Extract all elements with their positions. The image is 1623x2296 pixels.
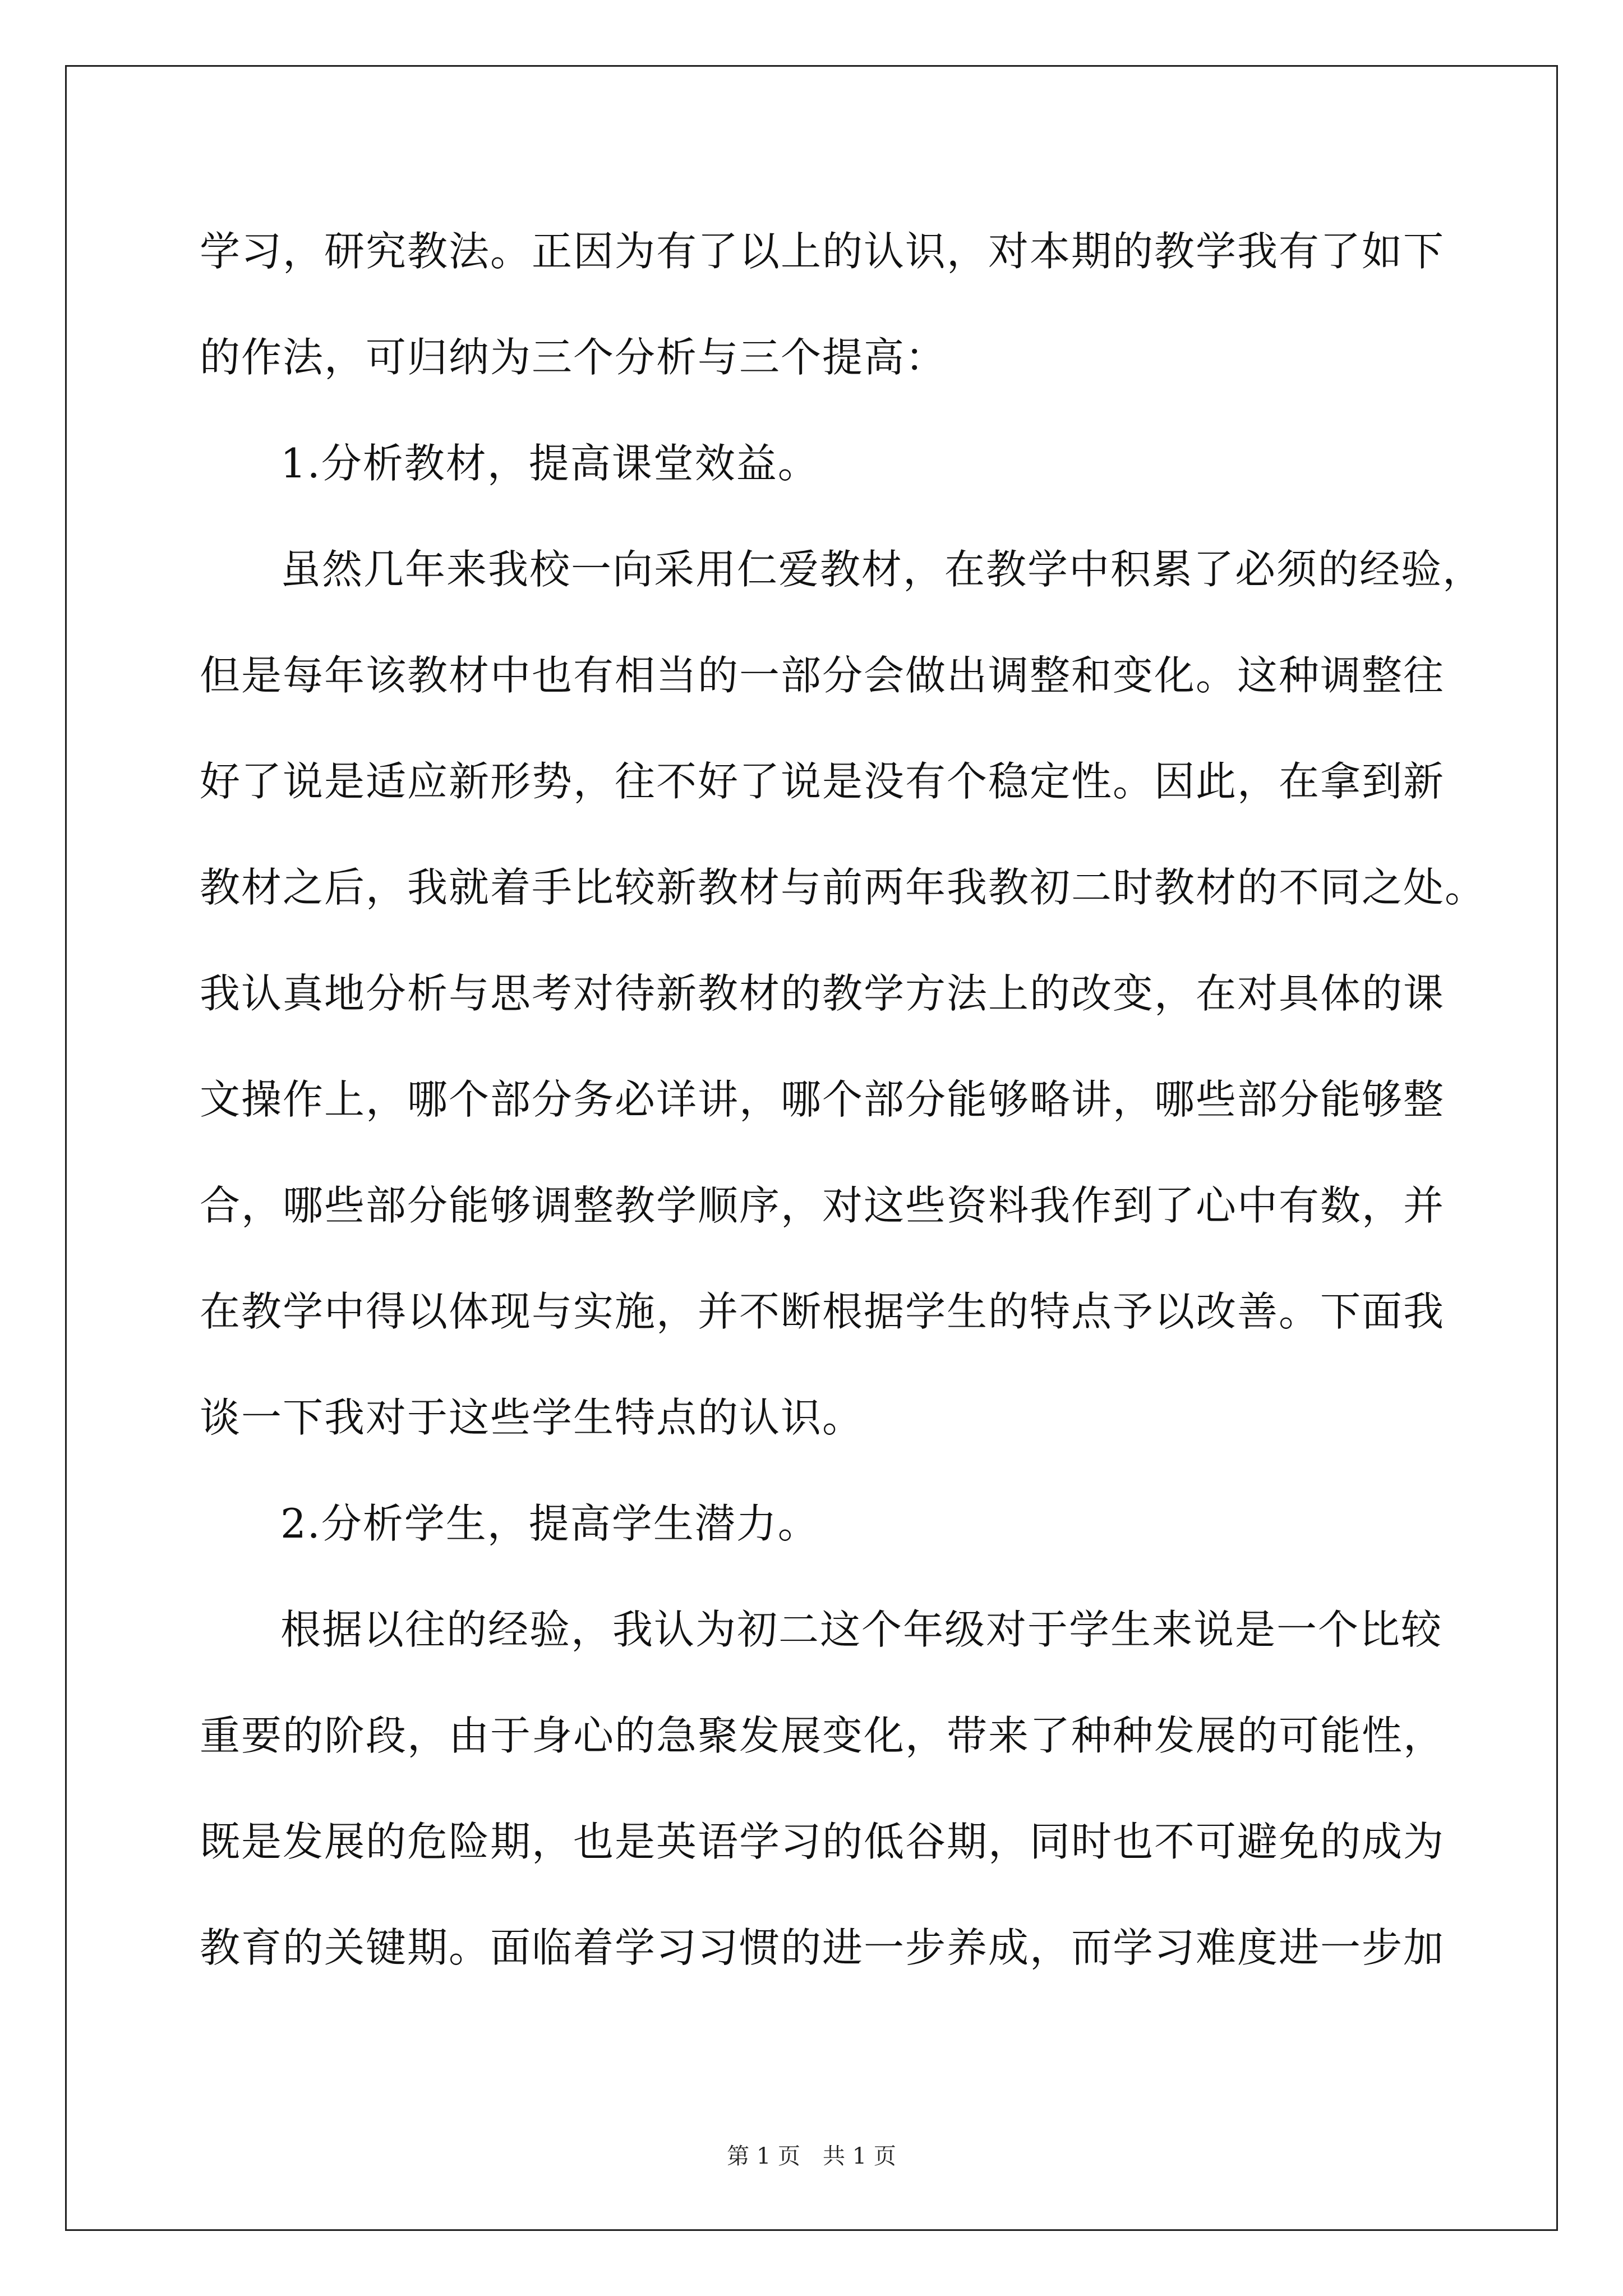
text-line: 既是发展的危险期，也是英语学习的低谷期，同时也不可避免的成为 [200, 1818, 1445, 1865]
text-line: 在教学中得以体现与实施，并不断根据学生的特点予以改善。下面我 [200, 1288, 1445, 1335]
text-line: 合，哪些部分能够调整教学顺序，对这些资料我作到了心中有数，并 [200, 1182, 1445, 1229]
text-line: 文操作上，哪个部分务必详讲，哪个部分能够略讲，哪些部分能够整 [200, 1076, 1445, 1123]
text-line: 谈一下我对于这些学生特点的认识。 [200, 1394, 864, 1441]
section-heading: 2.分析学生，提高学生潜力。 [280, 1500, 819, 1547]
text-line: 我认真地分析与思考对待新教材的教学方法上的改变，在对具体的课 [200, 970, 1445, 1017]
text-line: 虽然几年来我校一向采用仁爱教材，在教学中积累了必须的经验， [280, 546, 1484, 593]
text-line: 重要的阶段，由于身心的急聚发展变化，带来了种种发展的可能性， [200, 1712, 1445, 1759]
text-line: 但是每年该教材中也有相当的一部分会做出调整和变化。这种调整往 [200, 652, 1445, 699]
page-number-footer: 第 1 页 共 1 页 [727, 2143, 896, 2169]
text-line: 教材之后，我就着手比较新教材与前两年我教初二时教材的不同之处。 [200, 864, 1487, 911]
text-line: 学习，研究教法。正因为有了以上的认识，对本期的教学我有了如下 [200, 228, 1445, 275]
section-heading: 1.分析教材，提高课堂效益。 [280, 440, 819, 487]
text-line: 的作法，可归纳为三个分析与三个提高： [200, 334, 947, 381]
text-line: 教育的关键期。面临着学习习惯的进一步养成，而学习难度进一步加 [200, 1924, 1445, 1971]
text-line: 根据以往的经验，我认为初二这个年级对于学生来说是一个比较 [280, 1606, 1443, 1653]
text-line: 好了说是适应新形势，往不好了说是没有个稳定性。因此，在拿到新 [200, 758, 1445, 805]
